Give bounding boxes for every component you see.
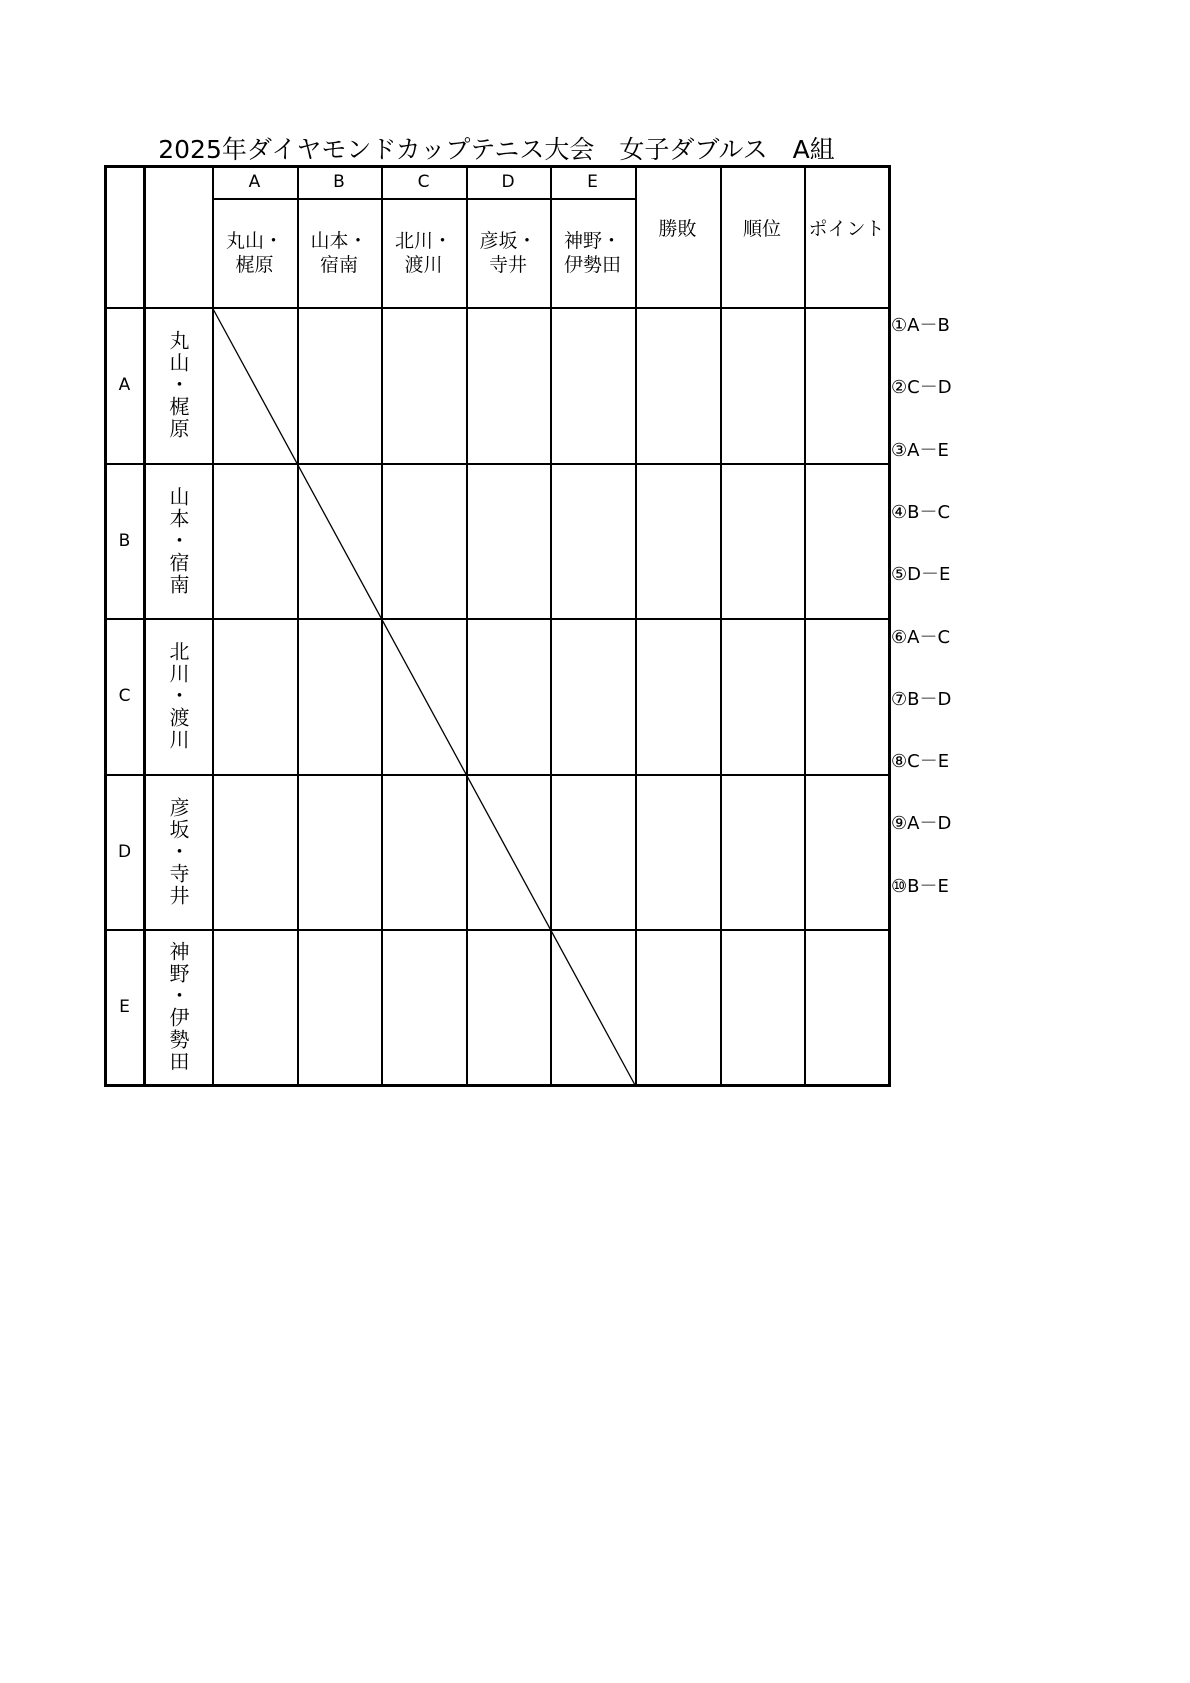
match-order-item: ⑩B－E: [891, 875, 949, 897]
column-team-name: 彦坂・ 寺井: [479, 229, 537, 276]
match-order-item: ④B－C: [891, 501, 951, 523]
column-header-extra: ポイント: [808, 218, 885, 240]
column-letter-d: D: [501, 172, 515, 192]
row-letter-a: A: [118, 375, 131, 395]
match-order-item: ③A－E: [891, 439, 949, 461]
row-letter-e: E: [119, 997, 130, 1017]
match-order-item: ⑧C－E: [891, 751, 950, 773]
column-header-extra: 順位: [742, 218, 781, 240]
match-order-item: ⑥A－C: [891, 626, 951, 648]
column-letter-e: E: [587, 172, 598, 192]
match-order-item: ⑨A－D: [891, 813, 952, 835]
column-team-name: 山本・ 宿南: [310, 229, 368, 276]
column-team-name: 北川・ 渡川: [394, 229, 452, 276]
column-team-name: 神野・ 伊勢田: [563, 229, 621, 276]
row-letter-c: C: [118, 686, 131, 706]
match-order-item: ①A－B: [891, 315, 950, 336]
match-order-item: ②C－D: [891, 377, 952, 399]
row-letter-b: B: [118, 530, 131, 551]
row-letter-d: D: [117, 841, 132, 862]
column-team-name: 丸山・ 梶原: [225, 229, 283, 276]
row-team-name: 神野・伊勢田: [166, 941, 190, 1073]
row-team-name: 山本・宿南: [166, 485, 190, 596]
column-letter-c: C: [417, 172, 430, 192]
match-order-item: ⑤D－E: [891, 564, 951, 586]
page-title: 2025年ダイヤモンドカップテニス大会 女子ダブルス A組: [158, 135, 835, 164]
column-header-extra: 勝敗: [658, 218, 697, 240]
column-letter-b: B: [333, 172, 345, 192]
match-order-item: ⑦B－D: [891, 688, 952, 710]
row-team-name: 北川・渡川: [166, 641, 190, 751]
column-letter-a: A: [248, 172, 261, 192]
row-team-name: 彦坂・寺井: [166, 796, 190, 907]
row-team-name: 丸山・梶原: [166, 330, 190, 440]
self-match-diagonal: [212, 307, 635, 1085]
